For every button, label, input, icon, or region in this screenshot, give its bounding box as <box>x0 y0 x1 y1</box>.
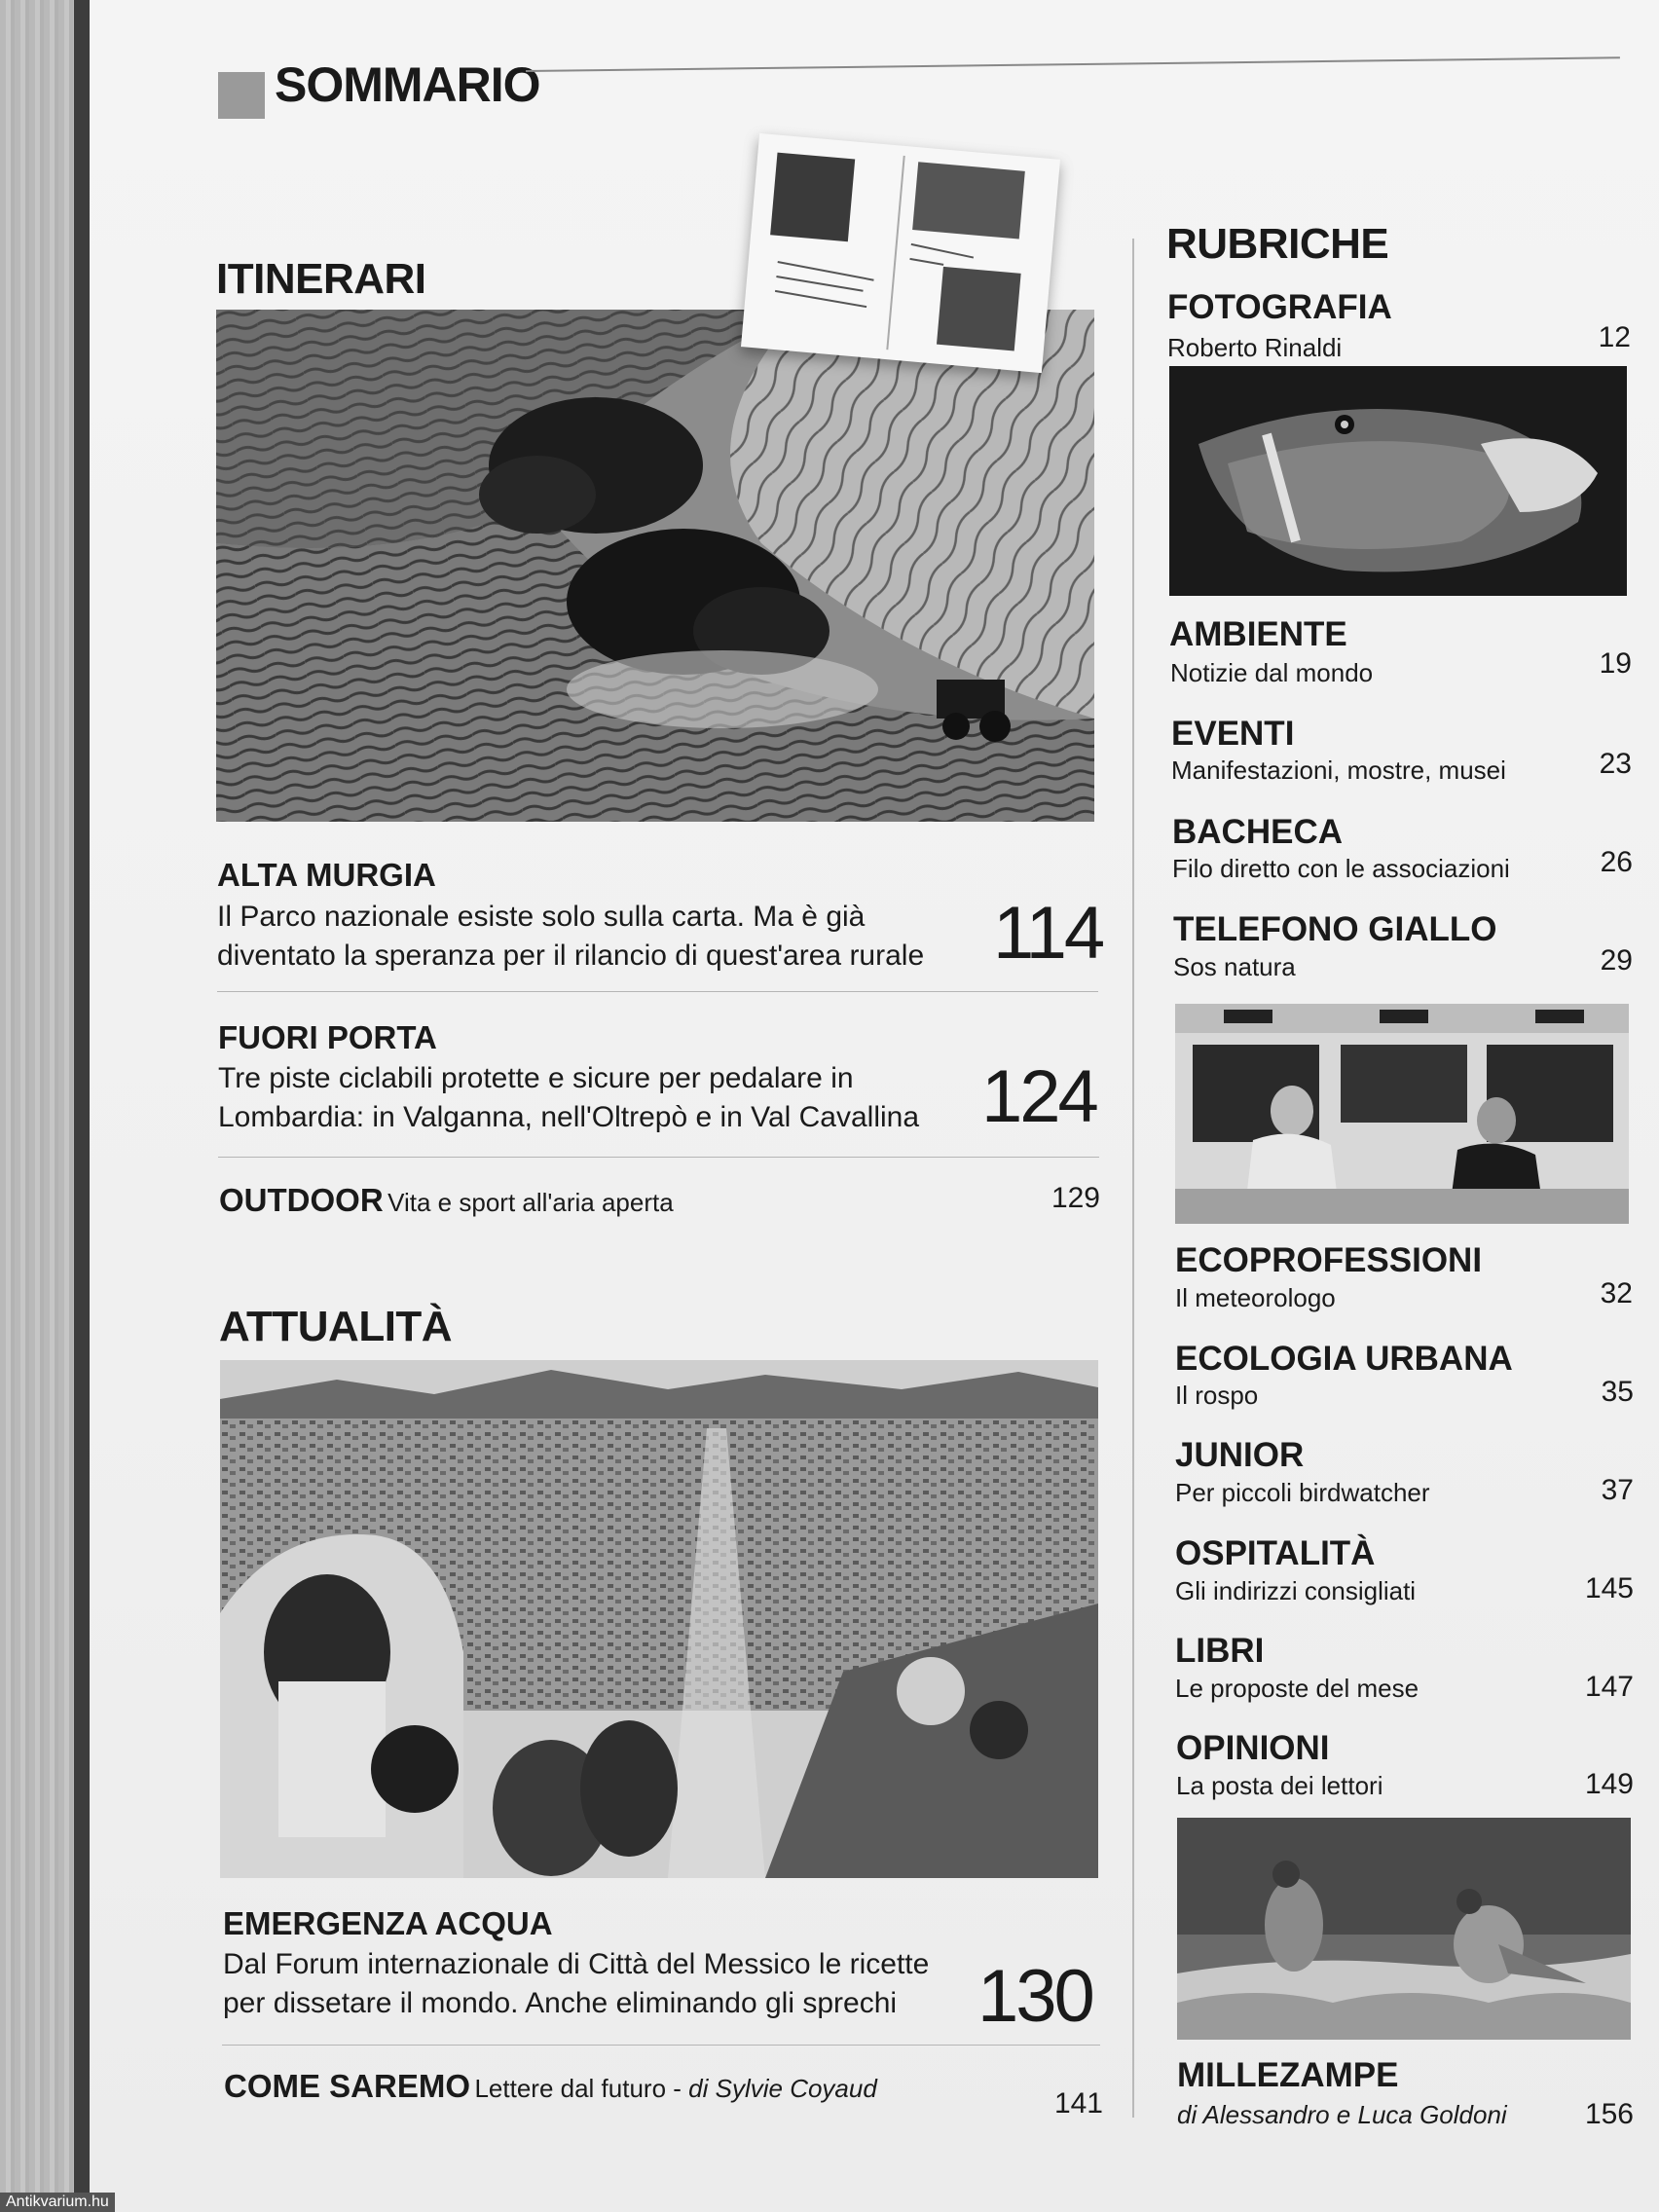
rubric-title-bacheca: BACHECA <box>1172 813 1343 851</box>
page-number-alta-murgia: 114 <box>993 892 1103 975</box>
rubric-sub-libri: Le proposte del mese <box>1175 1674 1419 1703</box>
rubric-sub-ambiente: Notizie dal mondo <box>1170 658 1374 687</box>
rubric-page-eventi: 23 <box>1599 748 1632 780</box>
separator: - <box>666 2074 689 2103</box>
rubric-sub-telefono-giallo: Sos natura <box>1173 952 1296 981</box>
rubric-title-telefono-giallo: TELEFONO GIALLO <box>1173 910 1497 948</box>
rubric-title-opinioni: OPINIONI <box>1176 1729 1330 1767</box>
rubric-page-millezampe: 156 <box>1584 2098 1634 2130</box>
section-title-itinerari: ITINERARI <box>216 255 426 303</box>
rubric-page-ambiente: 19 <box>1599 647 1632 680</box>
rubric-title-ecoprofessioni: ECOPROFESSIONI <box>1175 1241 1483 1279</box>
divider <box>217 991 1098 992</box>
article-title-alta-murgia: ALTA MURGIA <box>217 857 436 893</box>
rubric-title-fotografia: FOTOGRAFIA <box>1167 288 1392 326</box>
article-title-come-saremo: COME SAREMO <box>224 2068 471 2104</box>
photo-triggerfish <box>1169 366 1627 596</box>
header-square-marker <box>218 72 265 119</box>
rubric-sub-ecologia-urbana: Il rospo <box>1175 1381 1259 1410</box>
rubric-sub-millezampe: di Alessandro e Luca Goldoni <box>1177 2100 1507 2129</box>
rubric-title-libri: LIBRI <box>1175 1632 1265 1670</box>
article-title-outdoor: OUTDOOR <box>219 1182 384 1218</box>
rubric-title-ospitalita: OSPITALITÀ <box>1175 1534 1376 1572</box>
section-title-attualita: ATTUALITÀ <box>219 1303 453 1350</box>
rubric-page-libri: 147 <box>1584 1671 1634 1703</box>
rubric-title-junior: JUNIOR <box>1175 1436 1305 1474</box>
rubric-page-ecoprofessioni: 32 <box>1600 1277 1633 1309</box>
rubric-sub-ecoprofessioni: Il meteorologo <box>1175 1283 1336 1312</box>
rubric-page-opinioni: 149 <box>1584 1768 1634 1800</box>
rubric-sub-junior: Per piccoli birdwatcher <box>1175 1478 1430 1507</box>
article-desc-outdoor: Vita e sport all'aria aperta <box>387 1188 674 1217</box>
article-desc-alta-murgia-line1: Il Parco nazionale esiste solo sulla carta. Ma è già <box>217 901 866 933</box>
rubric-sub-bacheca: Filo diretto con le associazioni <box>1172 854 1510 883</box>
divider <box>222 2045 1100 2046</box>
article-title-fuori-porta: FUORI PORTA <box>218 1019 437 1055</box>
photo-note-collage <box>741 133 1060 373</box>
article-desc-emergenza-acqua-line1: Dal Forum internazionale di Città del Messico le ricette <box>223 1948 930 1980</box>
spine-edge <box>74 0 90 2212</box>
rubric-page-telefono-giallo: 29 <box>1600 944 1633 977</box>
section-title-rubriche: RUBRICHE <box>1166 220 1389 268</box>
rubric-sub-opinioni: La posta dei lettori <box>1176 1771 1383 1800</box>
rubric-sub-ospitalita: Gli indirizzi consigliati <box>1175 1576 1417 1605</box>
rubric-page-bacheca: 26 <box>1600 846 1633 878</box>
article-author-come-saremo: di Sylvie Coyaud <box>688 2074 877 2103</box>
divider <box>218 1157 1099 1158</box>
watermark: Antikvarium.hu <box>0 2193 115 2212</box>
photo-alta-murgia-landscape <box>216 310 1094 822</box>
article-desc-fuori-porta-line1: Tre piste ciclabili protette e sicure per pedalare in <box>218 1062 854 1094</box>
rubric-title-eventi: EVENTI <box>1171 715 1295 753</box>
article-desc-fuori-porta-line2: Lombardia: in Valganna, nell'Oltrepò e in Val Cavallina <box>218 1101 920 1133</box>
column-divider <box>1132 239 1134 2118</box>
article-desc-come-saremo: Lettere dal futuro <box>474 2074 667 2103</box>
page-number-emergenza-acqua: 130 <box>977 1955 1092 2038</box>
rubric-sub-eventi: Manifestazioni, mostre, musei <box>1171 756 1506 785</box>
rubric-sub-fotografia: Roberto Rinaldi <box>1167 333 1343 362</box>
article-desc-emergenza-acqua-line2: per dissetare il mondo. Anche eliminando gli sprechi <box>223 1987 898 2019</box>
photo-pigeons <box>1177 1818 1631 2040</box>
article-come-saremo <box>224 2068 877 2105</box>
rubric-title-ecologia-urbana: ECOLOGIA URBANA <box>1175 1340 1513 1378</box>
rubric-page-ospitalita: 145 <box>1584 1572 1634 1604</box>
page-number-fuori-porta: 124 <box>981 1055 1096 1138</box>
page-title: SOMMARIO <box>275 57 540 112</box>
page-number-outdoor: 129 <box>1051 1182 1100 1214</box>
article-desc-alta-murgia-line2: diventato la speranza per il rilancio di quest'area rurale <box>217 940 925 972</box>
photo-meteorologists <box>1175 1004 1629 1224</box>
rubric-title-millezampe: MILLEZAMPE <box>1177 2056 1399 2094</box>
rubric-page-junior: 37 <box>1601 1474 1634 1506</box>
rubric-page-fotografia: 12 <box>1598 321 1631 353</box>
page-number-come-saremo: 141 <box>1053 2087 1103 2120</box>
photo-mexico-city-mural <box>220 1360 1098 1878</box>
rubric-page-ecologia-urbana: 35 <box>1601 1376 1634 1408</box>
article-outdoor <box>219 1182 674 1219</box>
rubric-title-ambiente: AMBIENTE <box>1169 615 1347 653</box>
article-title-emergenza-acqua: EMERGENZA ACQUA <box>223 1905 553 1941</box>
